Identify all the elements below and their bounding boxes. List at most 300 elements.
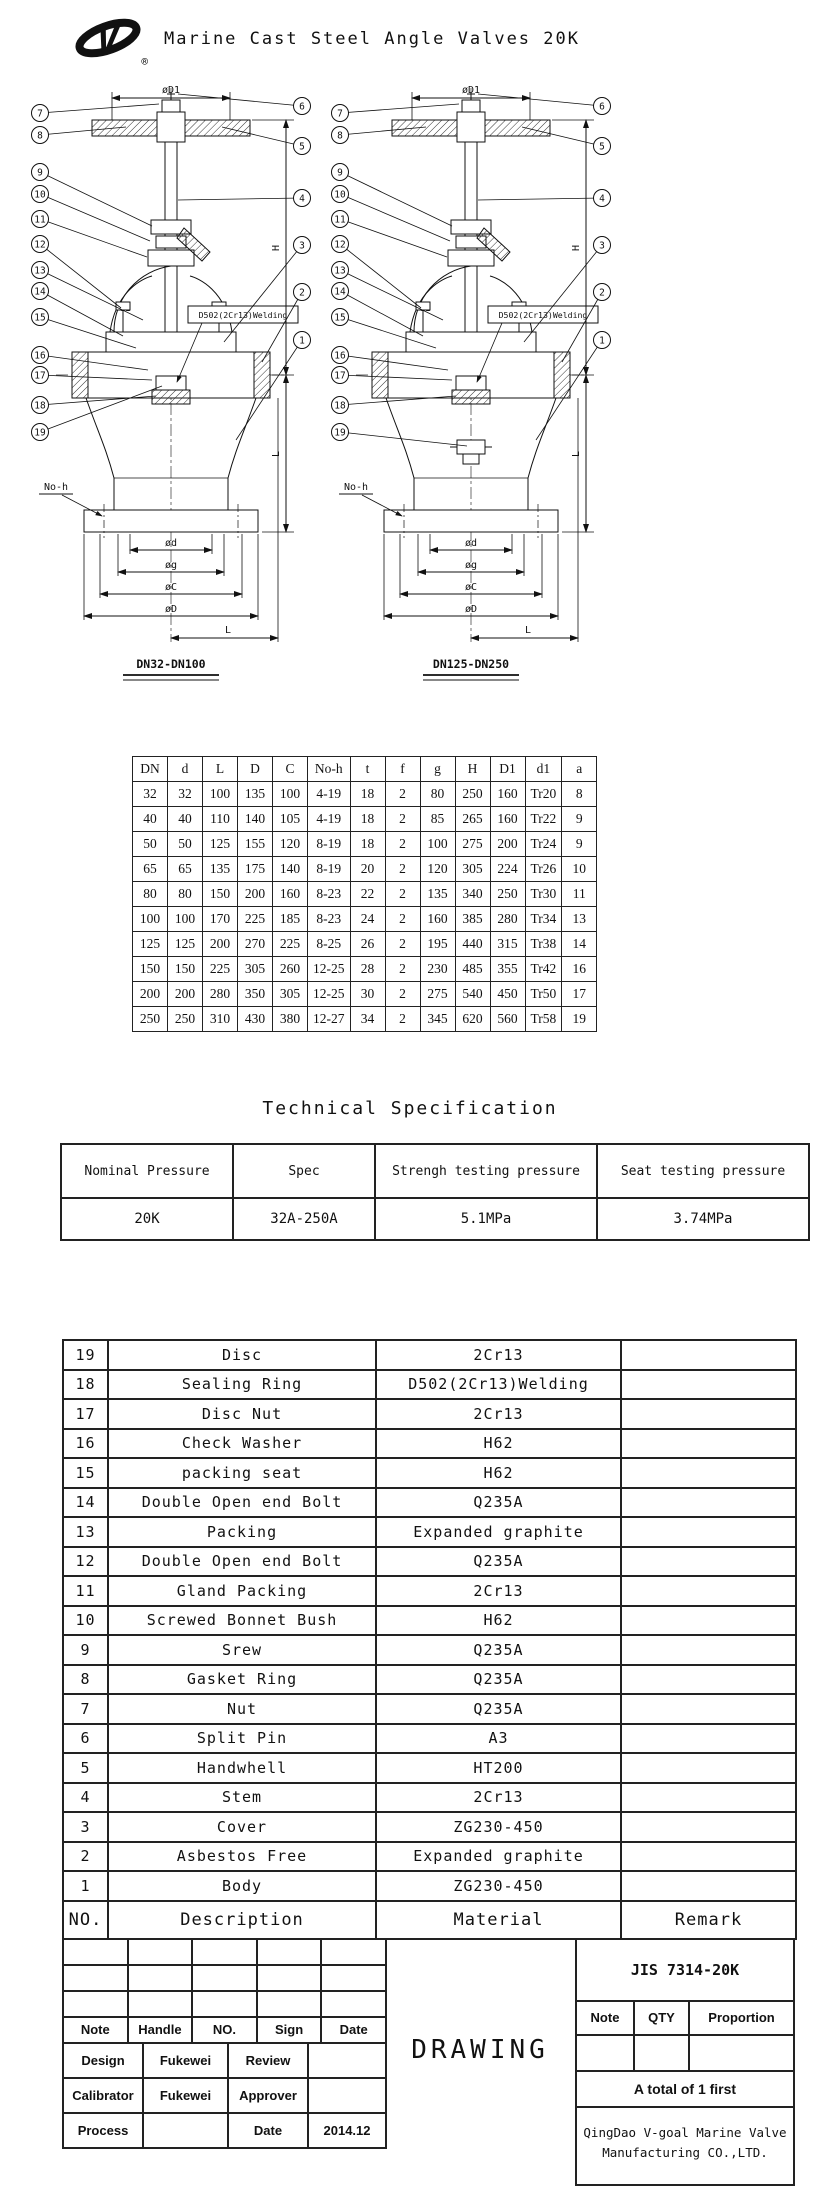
dim-cell: 450 [490, 982, 525, 1007]
valve-drawing-large [326, 80, 616, 700]
dim-cell: 50 [133, 832, 168, 857]
spec-header-row [61, 1144, 809, 1198]
dim-cell: 540 [455, 982, 490, 1007]
col-label-material: Material [376, 1901, 621, 1939]
parts-row [63, 1871, 796, 1901]
dim-row [133, 1007, 597, 1032]
part-remark [621, 1842, 796, 1872]
dim-cell: 80 [133, 882, 168, 907]
valve-diagram-dn32-dn100 [26, 80, 316, 700]
dim-cell: 485 [455, 957, 490, 982]
dim-row [133, 957, 597, 982]
dim-cell: 8-19 [308, 857, 351, 882]
part-number: 5 [63, 1753, 108, 1783]
part-material: A3 [376, 1724, 621, 1754]
label-approver: Approver [229, 2079, 309, 2114]
dim-cell: 9 [562, 832, 597, 857]
dim-label-l-side: L [271, 450, 282, 458]
callout-number: 7 [337, 108, 343, 120]
dim-cell: 125 [133, 932, 168, 957]
dim-cell: 160 [490, 807, 525, 832]
part-description: Disc [108, 1340, 376, 1370]
dim-cell: 9 [562, 807, 597, 832]
part-number: 12 [63, 1547, 108, 1577]
part-number: 6 [63, 1724, 108, 1754]
callout-number: 4 [299, 193, 305, 205]
spec-value: 3.74MPa [597, 1198, 809, 1240]
dim-cell: 11 [562, 882, 597, 907]
parts-row [63, 1665, 796, 1695]
part-remark [621, 1340, 796, 1370]
dim-cell: 150 [133, 957, 168, 982]
dim-cell: 24 [350, 907, 385, 932]
callout-number: 2 [299, 287, 305, 299]
dim-cell: 430 [238, 1007, 273, 1032]
dim-col-header: d1 [525, 757, 562, 782]
empty-cell [129, 1940, 194, 1966]
col-label-proportion: Proportion [690, 2002, 793, 2036]
part-number: 15 [63, 1458, 108, 1488]
col-label-no: NO. [63, 1901, 108, 1939]
part-description: Asbestos Free [108, 1842, 376, 1872]
part-material: D502(2Cr13)Welding [376, 1370, 621, 1400]
dim-cell: 200 [203, 932, 238, 957]
dim-cell: 80 [168, 882, 203, 907]
dim-cell: 355 [490, 957, 525, 982]
dim-cell: Tr26 [525, 857, 562, 882]
dim-row [133, 907, 597, 932]
dim-cell: 315 [490, 932, 525, 957]
label-process: Process [64, 2114, 144, 2149]
dim-label-no-h: No-h [43, 482, 69, 493]
part-material: 2Cr13 [376, 1576, 621, 1606]
part-description: Stem [108, 1783, 376, 1813]
dim-cell: Tr58 [525, 1007, 562, 1032]
qty-header-row [577, 2002, 793, 2036]
part-number: 10 [63, 1606, 108, 1636]
callout-number: 18 [334, 400, 346, 412]
callout-number: 2 [599, 287, 605, 299]
dim-cell: 2 [385, 857, 420, 882]
dim-col-header: t [350, 757, 385, 782]
dim-cell: 305 [273, 982, 308, 1007]
part-remark [621, 1635, 796, 1665]
dim-row [133, 857, 597, 882]
dim-cell: 250 [168, 1007, 203, 1032]
empty-cell [577, 2036, 635, 2072]
dim-cell: Tr42 [525, 957, 562, 982]
callout-number: 12 [34, 239, 46, 251]
parts-list-table [62, 1339, 797, 1940]
dim-cell: 100 [273, 782, 308, 807]
callout-number: 17 [34, 370, 46, 382]
brand-logo-icon [72, 12, 144, 66]
part-remark [621, 1606, 796, 1636]
standard-designation: JIS 7314-20K [577, 1940, 793, 2002]
empty-cell [635, 2036, 690, 2072]
dim-cell: 10 [562, 857, 597, 882]
dim-cell: 14 [562, 932, 597, 957]
dim-cell: 30 [350, 982, 385, 1007]
dim-label: øg [164, 560, 178, 571]
callout-number: 11 [34, 214, 46, 226]
dim-cell: 100 [203, 782, 238, 807]
part-remark [621, 1547, 796, 1577]
label-design: Design [64, 2044, 144, 2079]
tech-spec-title: Technical Specification [262, 1098, 558, 1119]
value-review [309, 2044, 387, 2079]
dim-cell: 175 [238, 857, 273, 882]
callout-number: 3 [299, 240, 305, 252]
dim-cell: 620 [455, 1007, 490, 1032]
part-number: 18 [63, 1370, 108, 1400]
dimension-table [132, 756, 597, 1032]
dim-cell: 2 [385, 882, 420, 907]
empty-cell [129, 1992, 194, 2018]
dim-label: øC [464, 582, 478, 593]
dim-cell: 18 [350, 807, 385, 832]
part-material: HT200 [376, 1753, 621, 1783]
dim-row [133, 807, 597, 832]
dim-cell: 560 [490, 1007, 525, 1032]
part-material: Q235A [376, 1547, 621, 1577]
col-label-no: NO. [193, 2018, 258, 2044]
dim-col-header: H [455, 757, 490, 782]
dim-col-header: L [203, 757, 238, 782]
dim-cell: Tr22 [525, 807, 562, 832]
callout-number: 5 [299, 141, 305, 153]
part-remark [621, 1399, 796, 1429]
value-approver [309, 2079, 387, 2114]
dim-cell: 440 [455, 932, 490, 957]
parts-row [63, 1458, 796, 1488]
callout-number: 6 [299, 101, 305, 113]
part-description: Handwhell [108, 1753, 376, 1783]
part-number: 2 [63, 1842, 108, 1872]
signature-row-calibrator [64, 2079, 387, 2114]
empty-cell [193, 1940, 258, 1966]
dim-cell: 65 [133, 857, 168, 882]
signature-row-design [64, 2044, 387, 2079]
part-remark [621, 1458, 796, 1488]
dim-cell: 230 [420, 957, 455, 982]
dim-row [133, 832, 597, 857]
parts-row [63, 1606, 796, 1636]
dim-cell: 135 [203, 857, 238, 882]
dim-cell: 120 [420, 857, 455, 882]
dim-cell: Tr34 [525, 907, 562, 932]
empty-cell [258, 1966, 323, 1992]
dim-cell: Tr50 [525, 982, 562, 1007]
parts-row [63, 1429, 796, 1459]
dim-cell: 120 [273, 832, 308, 857]
valve-drawing-small [26, 80, 316, 700]
dim-cell: 16 [562, 957, 597, 982]
part-remark [621, 1753, 796, 1783]
dim-cell: 22 [350, 882, 385, 907]
dim-cell: 26 [350, 932, 385, 957]
dim-cell: 224 [490, 857, 525, 882]
part-remark [621, 1517, 796, 1547]
dim-label-l-bottom: L [224, 625, 232, 636]
part-description: packing seat [108, 1458, 376, 1488]
dim-cell: 4-19 [308, 782, 351, 807]
dim-cell: 385 [455, 907, 490, 932]
dim-cell: 275 [420, 982, 455, 1007]
callout-number: 18 [34, 400, 46, 412]
callout-number: 10 [334, 189, 346, 201]
part-material: Expanded graphite [376, 1842, 621, 1872]
dim-cell: 80 [420, 782, 455, 807]
callout-number: 4 [599, 193, 605, 205]
dim-label-l-bottom: L [524, 625, 532, 636]
dim-cell: 135 [238, 782, 273, 807]
dim-cell: 195 [420, 932, 455, 957]
empty-cell [258, 1940, 323, 1966]
callout-number: 16 [334, 350, 346, 362]
dim-cell: 2 [385, 782, 420, 807]
value-date: 2014.12 [309, 2114, 387, 2149]
dim-cell: 265 [455, 807, 490, 832]
parts-row [63, 1488, 796, 1518]
part-material: 2Cr13 [376, 1340, 621, 1370]
revision-grid [64, 1940, 387, 2018]
part-number: 19 [63, 1340, 108, 1370]
col-label-sign: Sign [258, 2018, 323, 2044]
col-label-note: Note [577, 2002, 635, 2036]
part-material: 2Cr13 [376, 1399, 621, 1429]
empty-cell [258, 1992, 323, 2018]
dim-cell: 18 [350, 782, 385, 807]
dim-label-h: H [271, 244, 282, 252]
dim-cell: 270 [238, 932, 273, 957]
dim-cell: 100 [133, 907, 168, 932]
dim-cell: 225 [238, 907, 273, 932]
part-remark [621, 1724, 796, 1754]
callout-number: 1 [599, 335, 605, 347]
dim-cell: 185 [273, 907, 308, 932]
dim-cell: 28 [350, 957, 385, 982]
dim-cell: Tr38 [525, 932, 562, 957]
dim-cell: 32 [133, 782, 168, 807]
dim-cell: 8-19 [308, 832, 351, 857]
dim-cell: 140 [273, 857, 308, 882]
qty-value-row [577, 2036, 793, 2072]
empty-cell [690, 2036, 793, 2072]
dim-label-l-side: L [571, 450, 582, 458]
dim-cell: 170 [203, 907, 238, 932]
col-label-description: Description [108, 1901, 376, 1939]
dim-cell: 32 [168, 782, 203, 807]
spec-col-header: Strengh testing pressure [375, 1144, 597, 1198]
part-description: Sealing Ring [108, 1370, 376, 1400]
part-description: Srew [108, 1635, 376, 1665]
spec-col-header: Nominal Pressure [61, 1144, 233, 1198]
dim-cell: 2 [385, 1007, 420, 1032]
empty-cell [64, 1940, 129, 1966]
dim-label: øD [464, 604, 478, 615]
dim-cell: 8 [562, 782, 597, 807]
dim-cell: 100 [420, 832, 455, 857]
dim-label-d1-top: øD1 [461, 85, 481, 96]
dim-cell: 20 [350, 857, 385, 882]
company-line-2: Manufacturing CO.,LTD. [602, 2144, 768, 2160]
callout-number: 10 [34, 189, 46, 201]
callout-number: 19 [334, 427, 346, 439]
parts-row [63, 1370, 796, 1400]
part-remark [621, 1812, 796, 1842]
callout-number: 13 [34, 265, 46, 277]
callout-number: 14 [334, 286, 346, 298]
spec-value: 32A-250A [233, 1198, 375, 1240]
weld-note-label: D502(2Cr13)Welding [498, 310, 588, 320]
part-description: Nut [108, 1694, 376, 1724]
dim-cell: 2 [385, 907, 420, 932]
col-label-remark: Remark [621, 1901, 796, 1939]
part-description: Gasket Ring [108, 1665, 376, 1695]
dim-cell: 150 [168, 957, 203, 982]
part-description: Double Open end Bolt [108, 1547, 376, 1577]
dim-cell: 2 [385, 982, 420, 1007]
empty-cell [322, 1940, 387, 1966]
dim-header-row [133, 757, 597, 782]
dim-cell: 250 [455, 782, 490, 807]
title-block-right [575, 1940, 795, 2186]
dim-col-header: No-h [308, 757, 351, 782]
dim-cell: 310 [203, 1007, 238, 1032]
part-number: 14 [63, 1488, 108, 1518]
dim-cell: 105 [273, 807, 308, 832]
dim-col-header: C [273, 757, 308, 782]
part-description: Check Washer [108, 1429, 376, 1459]
dim-cell: 140 [238, 807, 273, 832]
signature-row-process [64, 2114, 387, 2149]
dim-label-d1-top: øD1 [161, 85, 181, 96]
dim-label: øC [164, 582, 178, 593]
callout-number: 13 [334, 265, 346, 277]
parts-row [63, 1340, 796, 1370]
dim-cell: 280 [203, 982, 238, 1007]
part-remark [621, 1871, 796, 1901]
callout-number: 1 [299, 335, 305, 347]
parts-row [63, 1576, 796, 1606]
empty-cell [64, 1992, 129, 2018]
empty-cell [322, 1966, 387, 1992]
part-number: 1 [63, 1871, 108, 1901]
part-number: 11 [63, 1576, 108, 1606]
parts-row [63, 1783, 796, 1813]
dim-cell: 200 [490, 832, 525, 857]
dim-cell: 200 [133, 982, 168, 1007]
callout-number: 14 [34, 286, 46, 298]
part-material: ZG230-450 [376, 1871, 621, 1901]
part-remark [621, 1783, 796, 1813]
dim-cell: 85 [420, 807, 455, 832]
dim-col-header: DN [133, 757, 168, 782]
dim-cell: 12-27 [308, 1007, 351, 1032]
part-description: Screwed Bonnet Bush [108, 1606, 376, 1636]
callout-number: 3 [599, 240, 605, 252]
svg-text:V: V [96, 17, 120, 61]
callout-number: 16 [34, 350, 46, 362]
dim-cell: 125 [203, 832, 238, 857]
dim-cell: 40 [133, 807, 168, 832]
empty-cell [193, 1992, 258, 2018]
callout-number: 12 [334, 239, 346, 251]
callout-number: 8 [37, 130, 43, 142]
dim-cell: 155 [238, 832, 273, 857]
callout-number: 11 [334, 214, 346, 226]
part-remark [621, 1665, 796, 1695]
dim-cell: 34 [350, 1007, 385, 1032]
dim-cell: 160 [420, 907, 455, 932]
dim-cell: 250 [133, 1007, 168, 1032]
label-calibrator: Calibrator [64, 2079, 144, 2114]
callout-number: 7 [37, 108, 43, 120]
title-block-center [385, 1940, 575, 2160]
parts-row [63, 1517, 796, 1547]
dim-cell: 160 [490, 782, 525, 807]
part-remark [621, 1694, 796, 1724]
dim-cell: 150 [203, 882, 238, 907]
part-number: 8 [63, 1665, 108, 1695]
part-number: 16 [63, 1429, 108, 1459]
part-remark [621, 1429, 796, 1459]
callout-number: 15 [34, 312, 46, 324]
dim-cell: 8-25 [308, 932, 351, 957]
dim-cell: 2 [385, 932, 420, 957]
parts-row [63, 1547, 796, 1577]
dim-cell: 2 [385, 807, 420, 832]
col-label-qty: QTY [635, 2002, 690, 2036]
part-description: Body [108, 1871, 376, 1901]
dim-cell: 160 [273, 882, 308, 907]
dim-cell: 340 [455, 882, 490, 907]
dim-cell: 380 [273, 1007, 308, 1032]
dim-col-header: a [562, 757, 597, 782]
dim-row [133, 982, 597, 1007]
company-line-1: QingDao V-goal Marine Valve [583, 2124, 787, 2140]
dim-cell: 200 [168, 982, 203, 1007]
part-description: Cover [108, 1812, 376, 1842]
dim-row [133, 932, 597, 957]
dim-label: ød [464, 538, 478, 549]
parts-row [63, 1694, 796, 1724]
dim-cell: Tr30 [525, 882, 562, 907]
dim-cell: 4-19 [308, 807, 351, 832]
dim-cell: 135 [420, 882, 455, 907]
dim-label-no-h: No-h [343, 482, 369, 493]
callout-number: 9 [37, 167, 43, 179]
brand-logo [72, 12, 148, 68]
part-material: Q235A [376, 1635, 621, 1665]
page-title: Marine Cast Steel Angle Valves 20K [164, 29, 580, 49]
dim-label-h: H [571, 244, 582, 252]
part-remark [621, 1370, 796, 1400]
part-material: Q235A [376, 1694, 621, 1724]
part-material: ZG230-450 [376, 1812, 621, 1842]
tech-spec-table [60, 1143, 810, 1241]
dim-cell: 50 [168, 832, 203, 857]
parts-row [63, 1753, 796, 1783]
part-number: 7 [63, 1694, 108, 1724]
dim-cell: 305 [455, 857, 490, 882]
label-review: Review [229, 2044, 309, 2079]
dim-cell: 350 [238, 982, 273, 1007]
weld-note-label: D502(2Cr13)Welding [198, 310, 288, 320]
part-number: 3 [63, 1812, 108, 1842]
dim-cell: 13 [562, 907, 597, 932]
